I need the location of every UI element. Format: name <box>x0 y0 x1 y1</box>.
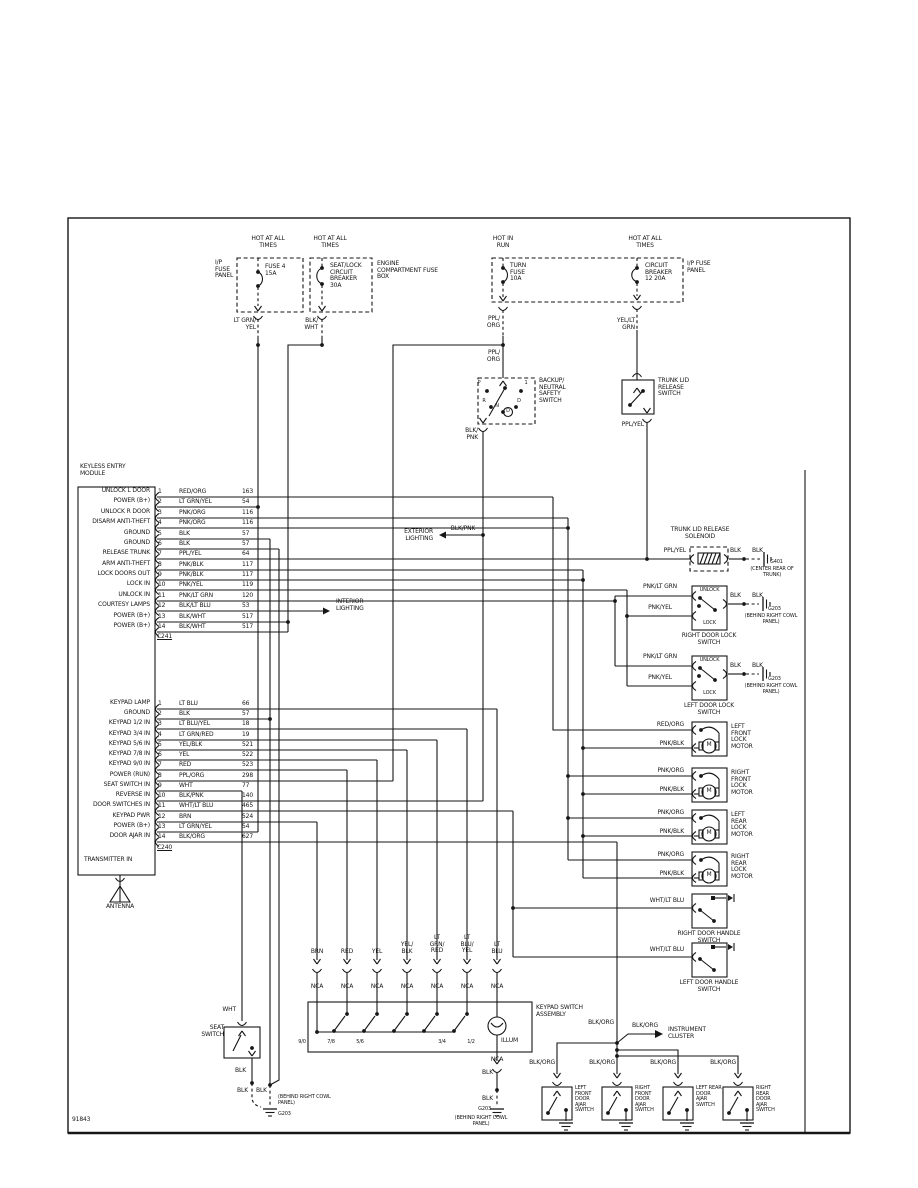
wire-ppl-yel-solenoid: PPL/​YEL <box>663 547 686 554</box>
c241-pin-3-function: UNLOCK R DOOR <box>100 508 150 515</box>
wire-blk-llock-1: BLK <box>730 662 741 669</box>
turn-fuse-label: TURN FUSE 10A <box>510 262 527 283</box>
c241-pin-5-number: 5 <box>158 530 162 537</box>
lock-label-right: LOCK <box>703 620 716 626</box>
wire-ppl-org-1: PPL/​ORG <box>486 315 500 329</box>
ground-g203-rlock-location: (BEHIND RIGHT COWL PANEL) <box>744 613 798 625</box>
motor-0-wire-b: PNK/​BLK <box>659 740 684 747</box>
c240-pin-11-circuit: 465 <box>242 802 254 809</box>
c240-pin-13-circuit: 54 <box>242 823 250 830</box>
ground-g203-llock-location: (BEHIND RIGHT COWL PANEL) <box>744 683 798 695</box>
c241-pin-9-circuit: 117 <box>242 571 254 578</box>
c240-pin-4-color: LT GRN/​RED <box>179 731 214 738</box>
c240-pin-10-number: 10 <box>158 792 166 799</box>
c240-pin-14-color: BLK/​ORG <box>179 833 205 840</box>
motor-0-title: LEFT FRONT LOCK MOTOR <box>731 723 753 751</box>
wire-blk-illum-1: BLK <box>482 1069 493 1076</box>
c241-pin-11-color: PNK/​LT GRN <box>179 592 213 599</box>
motor-3-wire-b: PNK/​BLK <box>659 870 684 877</box>
wire-pnk-yel-right: PNK/​YEL <box>648 604 672 611</box>
c241-pin-13-number: 13 <box>158 613 166 620</box>
handle-switch-0-title: RIGHT DOOR HANDLE SWITCH <box>677 930 741 944</box>
keypad-col-1-wire: RED <box>340 948 354 955</box>
c240-pin-2-function: GROUND <box>123 709 150 716</box>
diagram-id: 91843 <box>72 1116 91 1123</box>
keypad-switch-assembly-label: KEYPAD SWITCH ASSEMBLY <box>536 1004 583 1018</box>
keypad-col-4-nca: NCA <box>430 983 444 990</box>
c241-pin-10-function: LOCK IN <box>126 580 150 587</box>
c240-pin-13-color: LT GRN/​YEL <box>179 823 212 830</box>
wire-pnk-yel-left: PNK/​YEL <box>648 674 672 681</box>
keypad-col-2-nca: NCA <box>370 983 384 990</box>
c241-pin-6-circuit: 57 <box>242 540 250 547</box>
c240-pin-8-circuit: 298 <box>242 772 254 779</box>
wire-blk-pnk-backup: BLK/​PNK <box>465 427 478 441</box>
c241-pin-12-number: 12 <box>158 602 166 609</box>
ground-g401-location: (CENTER REAR OF TRUNK) <box>750 566 794 578</box>
keypad-col-5-wire: LT BLU/​YEL <box>460 934 474 955</box>
wire-pnk-lt-grn-left: PNK/​LT GRN <box>643 653 677 660</box>
c240-pin-13-number: 13 <box>158 823 166 830</box>
wire-ppl-org-2: PPL/​ORG <box>486 349 500 363</box>
c241-pin-7-circuit: 64 <box>242 550 250 557</box>
wire-blk-seat-1: BLK <box>235 1067 246 1074</box>
keypad-col-2-wire: YEL <box>371 948 383 955</box>
c241-pin-12-color: BLK/​LT BLU <box>179 602 211 609</box>
c241-pin-8-circuit: 117 <box>242 561 254 568</box>
wire-blk-seat-2: BLK <box>237 1087 248 1094</box>
motor-2-m-glyph: M <box>706 829 712 836</box>
backup-pos-n: N <box>495 403 499 409</box>
backup-pos-1: 1 <box>524 380 528 386</box>
wire-pnk-lt-grn-right: PNK/​LT GRN <box>643 583 677 590</box>
motor-3-wire-a: PNK/​ORG <box>657 851 684 858</box>
keypad-col-3-nca: NCA <box>400 983 414 990</box>
c240-pin-9-color: WHT <box>179 782 193 789</box>
wire-blk-illum-2: BLK <box>482 1095 493 1102</box>
c240-pin-6-function: KEYPAD 7/​8 IN <box>108 750 150 757</box>
c241-pin-4-number: 4 <box>158 519 162 526</box>
c240-pin-3-circuit: 18 <box>242 720 250 727</box>
backup-pos-d: D <box>517 398 521 404</box>
c241-pin-14-circuit: 517 <box>242 623 254 630</box>
c240-pin-14-number: 14 <box>158 833 166 840</box>
c241-pin-8-color: PNK/​BLK <box>179 561 204 568</box>
c240-pin-13-function: POWER (B+) <box>113 822 150 829</box>
c240-pin-14-function: DOOR AJAR IN <box>109 832 150 839</box>
c241-pin-9-number: 9 <box>158 571 162 578</box>
hot-in-run: HOT IN RUN <box>492 235 514 249</box>
c241-pin-5-circuit: 57 <box>242 530 250 537</box>
c241-pin-2-number: 2 <box>158 498 162 505</box>
c240-pin-3-color: LT BLU/​YEL <box>179 720 210 727</box>
c241-pin-13-circuit: 517 <box>242 613 254 620</box>
c241-pin-1-number: 1 <box>158 488 162 495</box>
c240-pin-11-function: DOOR SWITCHES IN <box>92 801 150 808</box>
wire-blk-rlock-2: BLK <box>752 592 763 599</box>
c240-pin-9-function: SEAT SWITCH IN <box>103 781 150 788</box>
ajar-0-title: LEFT FRONT DOOR AJAR SWITCH <box>575 1085 594 1114</box>
ajar-0-wire: BLK/​ORG <box>529 1059 555 1066</box>
motor-1-title: RIGHT FRONT LOCK MOTOR <box>731 769 753 797</box>
wire-blk-solenoid-2: BLK <box>752 547 763 554</box>
wire-wht-seat: WHT <box>222 1006 236 1013</box>
wire-blk-seat-3: BLK <box>256 1087 267 1094</box>
c240-pin-4-function: KEYPAD 3/​4 IN <box>108 730 150 737</box>
right-door-lock-switch-label: RIGHT DOOR LOCK SWITCH <box>681 632 737 646</box>
ground-g401: G401 <box>770 559 783 565</box>
ground-g203-rlock: G203 <box>768 606 781 612</box>
motor-2-wire-a: PNK/​ORG <box>657 809 684 816</box>
c241-pin-14-function: POWER (B+) <box>113 622 150 629</box>
ground-g203-seat-location: (BEHIND RIGHT COWL PANEL) <box>278 1094 331 1106</box>
c240-pin-7-number: 7 <box>158 761 162 768</box>
transmitter-in-label: TRANSMITTER IN <box>84 856 133 863</box>
c240-pin-1-number: 1 <box>158 700 162 707</box>
exterior-lighting-label: EXTERIOR LIGHTING <box>404 528 433 542</box>
c240-pin-3-number: 3 <box>158 720 162 727</box>
c241-pin-7-function: RELEASE TRUNK <box>102 549 150 556</box>
trunk-lid-release-solenoid <box>690 547 728 571</box>
motor-3-title: RIGHT REAR LOCK MOTOR <box>731 853 753 881</box>
wire-lt-grn-yel-top: LT GRN/​YEL <box>233 317 256 331</box>
keypad-col-1-nca: NCA <box>340 983 354 990</box>
ajar-3-wire: BLK/​ORG <box>710 1059 736 1066</box>
keypad-position-0: 9/​0 <box>298 1039 306 1045</box>
ground-g203-illum: G203 <box>478 1106 491 1112</box>
c240-pin-5-color: YEL/​BLK <box>179 741 203 748</box>
backup-neutral-safety-switch-label: BACKUP/​NEUTRAL SAFETY SWITCH <box>539 377 566 405</box>
c241-pin-10-color: PNK/​YEL <box>179 581 203 588</box>
antenna-label: ANTENNA <box>105 903 135 910</box>
c241-pin-9-function: LOCK DOORS OUT <box>97 570 150 577</box>
right-door-handle-switch <box>692 894 727 928</box>
c241-pin-4-circuit: 116 <box>242 519 254 526</box>
c240-pin-10-function: REVERSE IN <box>115 791 150 798</box>
keyless-entry-module-title: KEYLESS ENTRY MODULE <box>80 463 126 477</box>
motor-3-m-glyph: M <box>706 871 712 878</box>
lock-label-left: LOCK <box>703 690 716 696</box>
keypad-col-6-nca: NCA <box>490 983 504 990</box>
c240-pin-3-function: KEYPAD 1/​2 IN <box>108 719 150 726</box>
c241-pin-8-function: ARM ANTI-THEFT <box>102 560 150 567</box>
ajar-2-title: LEFT REAR DOOR AJAR SWITCH <box>696 1085 722 1108</box>
c241-pin-11-function: UNLOCK IN <box>118 591 150 598</box>
c240-pin-8-number: 8 <box>158 772 162 779</box>
c240-pin-11-color: WHT/​LT BLU <box>179 802 214 809</box>
wire-blk-org-cluster: BLK/​ORG <box>632 1022 658 1029</box>
c241-pin-11-number: 11 <box>158 592 166 599</box>
backup-pos-d-circled: D <box>506 408 510 414</box>
unlock-label-left: UNLOCK <box>699 657 720 663</box>
c240-pin-7-function: KEYPAD 9/​0 IN <box>108 760 150 767</box>
backup-pos-r: R <box>482 398 486 404</box>
engine-compartment-fuse-box-label: ENGINE COMPARTMENT FUSE BOX <box>377 260 438 281</box>
c240-pin-1-color: LT BLU <box>179 700 198 707</box>
c241-pin-14-color: BLK/​WHT <box>179 623 206 630</box>
seat-switch-label: SEAT SWITCH <box>201 1024 224 1038</box>
c241-pin-9-color: PNK/​BLK <box>179 571 204 578</box>
c240-pin-2-color: BLK <box>179 710 190 717</box>
motor-0-m-glyph: M <box>706 741 712 748</box>
c240-pin-1-circuit: 66 <box>242 700 250 707</box>
keypad-col-0-wire: BRN <box>310 948 324 955</box>
hot-at-all-times-1: HOT AT ALL TIMES <box>251 235 285 249</box>
keypad-position-3: 3/​4 <box>438 1039 446 1045</box>
motor-1-m-glyph: M <box>706 787 712 794</box>
c240-pin-5-function: KEYPAD 5/​6 IN <box>108 740 150 747</box>
c241-pin-13-function: POWER (B+) <box>113 612 150 619</box>
c241-pin-3-circuit: 116 <box>242 509 254 516</box>
ajar-1-wire: BLK/​ORG <box>589 1059 615 1066</box>
handle-switch-1-wire: WHT/​LT BLU <box>649 946 684 953</box>
c241-pin-3-number: 3 <box>158 509 162 516</box>
ip-fuse-panel-left: I/​P FUSE PANEL <box>215 259 234 280</box>
trunk-lid-release-solenoid-label: TRUNK LID RELEASE SOLENOID <box>670 526 730 540</box>
c240-pin-2-circuit: 57 <box>242 710 250 717</box>
c241-pin-7-color: PPL/​YEL <box>179 550 202 557</box>
c241-pin-6-color: BLK <box>179 540 190 547</box>
c240-pin-8-function: POWER (RUN) <box>109 771 150 778</box>
wire-blk-rlock-1: BLK <box>730 592 741 599</box>
wire-blk-llock-2: BLK <box>752 662 763 669</box>
illum-label: ILLUM <box>501 1037 518 1044</box>
c241-pin-2-function: POWER (B+) <box>113 497 150 504</box>
seat-lock-circuit-breaker-label: SEAT/​LOCK CIRCUIT BREAKER 30A <box>330 262 362 290</box>
border-frame <box>68 218 850 1133</box>
ajar-1-title: RIGHT FRONT DOOR AJAR SWITCH <box>635 1085 654 1114</box>
left-door-handle-switch <box>692 943 727 977</box>
nca-illum: NCA <box>490 1056 504 1063</box>
c241-pin-6-function: GROUND <box>123 539 150 546</box>
c240-pin-14-circuit: 627 <box>242 833 254 840</box>
c240-pin-7-circuit: 523 <box>242 761 254 768</box>
c240-pin-6-color: YEL <box>179 751 190 758</box>
c241-pin-8-number: 8 <box>158 561 162 568</box>
unlock-label-right: UNLOCK <box>699 587 720 593</box>
c241-pin-10-circuit: 119 <box>242 581 254 588</box>
wire-blk-wht-top: BLK/​WHT <box>304 317 318 331</box>
c241-pin-11-circuit: 120 <box>242 592 254 599</box>
motor-0-wire-a: RED/​ORG <box>656 721 684 728</box>
keypad-col-6-wire: LT BLU <box>491 941 503 955</box>
c241-pin-5-color: BLK <box>179 530 190 537</box>
ground-g203-illum-location: (BEHIND RIGHT COWL PANEL) <box>454 1115 508 1127</box>
c241-pin-6-number: 6 <box>158 540 162 547</box>
hot-at-all-times-3: HOT AT ALL TIMES <box>628 235 662 249</box>
c240-pin-1-function: KEYPAD LAMP <box>110 699 150 706</box>
c240-pin-12-function: KEYPAD PWR <box>112 812 150 819</box>
keypad-position-1: 7/​8 <box>327 1039 335 1045</box>
motor-1-wire-b: PNK/​BLK <box>659 786 684 793</box>
c240-pin-9-circuit: 77 <box>242 782 250 789</box>
ajar-2-wire: BLK/​ORG <box>650 1059 676 1066</box>
ajar-3-title: RIGHT REAR DOOR AJAR SWITCH <box>756 1085 775 1114</box>
c241-pin-12-circuit: 53 <box>242 602 250 609</box>
c240-pin-6-circuit: 522 <box>242 751 254 758</box>
c240-pin-12-circuit: 524 <box>242 813 254 820</box>
c240-pin-10-circuit: 140 <box>242 792 254 799</box>
c241-pin-1-function: UNLOCK L DOOR <box>101 487 150 494</box>
c241-pin-4-color: PNK/​ORG <box>179 519 206 526</box>
handle-switch-0-wire: WHT/​LT BLU <box>649 897 684 904</box>
c240-pin-11-number: 11 <box>158 802 166 809</box>
keypad-col-3-wire: YEL/​BLK <box>400 941 414 955</box>
c241-pin-14-number: 14 <box>158 623 166 630</box>
motor-2-title: LEFT REAR LOCK MOTOR <box>731 811 753 839</box>
wire-ppl-yel-trunk: PPL/​YEL <box>621 421 644 428</box>
c240-pin-6-number: 6 <box>158 751 162 758</box>
hot-at-all-times-2: HOT AT ALL TIMES <box>313 235 347 249</box>
c240-pin-4-number: 4 <box>158 731 162 738</box>
fuse-4-label: FUSE 4 15A <box>265 263 286 277</box>
connector-c240: C240 <box>157 844 173 851</box>
c241-pin-2-color: LT GRN/​YEL <box>179 498 212 505</box>
instrument-cluster-label: INSTRUMENT CLUSTER <box>668 1026 706 1040</box>
wire-yel-lt-grn: YEL/​LT GRN <box>616 317 635 331</box>
c240-pin-8-color: PPL/​ORG <box>179 772 205 779</box>
wire-blk-pnk-exterior: BLK/​PNK <box>450 525 476 532</box>
keypad-position-2: 5/​6 <box>356 1039 364 1045</box>
c241-pin-1-circuit: 163 <box>242 488 254 495</box>
ground-g203-llock: G203 <box>768 676 781 682</box>
keypad-col-4-wire: LT GRN/​RED <box>429 934 445 955</box>
c241-pin-3-color: PNK/​ORG <box>179 509 206 516</box>
c240-pin-9-number: 9 <box>158 782 162 789</box>
wire-blk-org-junction: BLK/​ORG <box>588 1019 614 1026</box>
left-door-lock-switch-label: LEFT DOOR LOCK SWITCH <box>683 702 735 716</box>
c240-pin-7-color: RED <box>179 761 192 768</box>
keypad-position-4: 1/​2 <box>467 1039 475 1045</box>
c241-pin-12-function: COURTESY LAMPS <box>98 601 150 608</box>
c240-pin-5-number: 5 <box>158 741 162 748</box>
c241-pin-1-color: RED/​ORG <box>179 488 207 495</box>
connector-c241: C241 <box>157 633 173 640</box>
c241-pin-2-circuit: 54 <box>242 498 250 505</box>
ground-g203-seat: G203 <box>278 1111 291 1117</box>
backup-pos-p: P <box>477 380 481 386</box>
c240-pin-5-circuit: 521 <box>242 741 254 748</box>
keypad-col-5-nca: NCA <box>460 983 474 990</box>
motor-1-wire-a: PNK/​ORG <box>657 767 684 774</box>
circuit-breaker-12-label: CIRCUIT BREAKER 12 20A <box>645 262 673 283</box>
handle-switch-1-title: LEFT DOOR HANDLE SWITCH <box>679 979 739 993</box>
c240-pin-10-color: BLK/​PNK <box>179 792 204 799</box>
wire-blk-solenoid-1: BLK <box>730 547 741 554</box>
c241-pin-10-number: 10 <box>158 581 166 588</box>
interior-lighting-label: INTERIOR LIGHTING <box>336 598 364 612</box>
c240-pin-2-number: 2 <box>158 710 162 717</box>
c240-pin-4-circuit: 19 <box>242 731 250 738</box>
trunk-lid-release-switch-label: TRUNK LID RELEASE SWITCH <box>658 377 689 398</box>
c241-pin-7-number: 7 <box>158 550 162 557</box>
ip-fuse-panel-right: I/​P FUSE PANEL <box>687 260 711 274</box>
motor-2-wire-b: PNK/​BLK <box>659 828 684 835</box>
c241-pin-4-function: DISARM ANTI-THEFT <box>92 518 150 525</box>
c240-pin-12-number: 12 <box>158 813 166 820</box>
c241-pin-13-color: BLK/​WHT <box>179 613 206 620</box>
c240-pin-12-color: BRN <box>179 813 192 820</box>
c241-pin-5-function: GROUND <box>123 529 150 536</box>
keypad-col-0-nca: NCA <box>310 983 324 990</box>
